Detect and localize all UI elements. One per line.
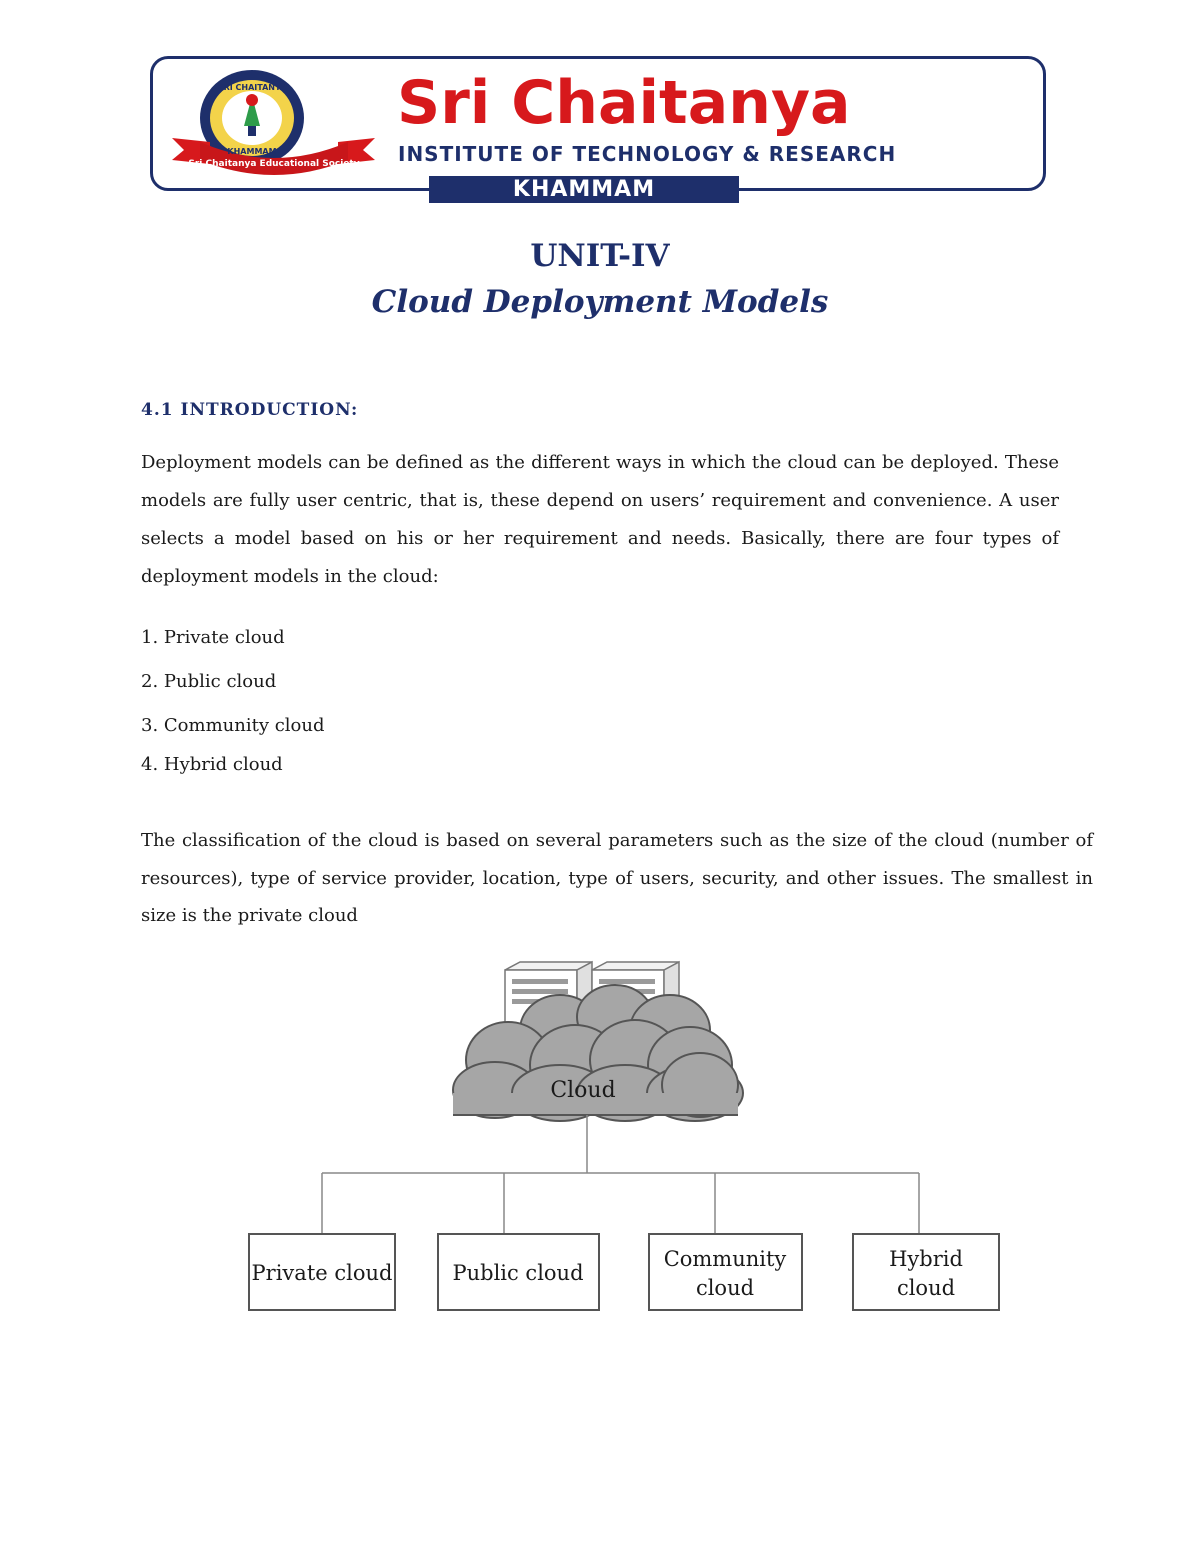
unit-title: UNIT-IV [530,238,670,274]
brand-name: Sri Chaitanya [397,68,851,138]
svg-text:Public cloud: Public cloud [452,1261,584,1285]
diagram-node-community [649,1234,802,1310]
unit-subtitle: Cloud Deployment Models [371,284,829,320]
diagram-node-private [249,1234,395,1310]
svg-text:cloud: cloud [896,1276,956,1300]
list-item: 3. Community cloud [141,715,325,736]
diagram-connectors [322,1115,919,1233]
logo-bottom-text: KHAMMAM [227,147,277,156]
logo-top-text: SRI CHAITANYA [217,83,287,92]
list-item: 2. Public cloud [141,671,277,692]
brand-location: KHAMMAM [429,176,739,203]
intro-paragraph: Deployment models can be defined as the different ways in which the cloud can be deployed. These models are fully user centric, that is, these depend on users’ requirement and convenience. A user selects a model based on his or her requirement and needs. Basically, there are four types of deployment models in the cloud: [141,452,1059,587]
section-heading: 4.1 INTRODUCTION: [141,400,359,420]
logo-ribbon-text: Sri Chaitanya Educational Society [188,159,360,169]
classification-paragraph: The classification of the cloud is based on several parameters such as the size of the cloud (number of resources), type of service provider, location, type of users, security, and other issues. The smallest in size is the private cloud [141,830,1093,926]
cloud-label: Cloud [550,1078,616,1103]
deployment-models-diagram [240,955,1010,1325]
svg-text:Private cloud: Private cloud [251,1261,393,1285]
institution-logo [170,66,380,178]
svg-text:Hybrid: Hybrid [889,1247,963,1271]
list-item: 4. Hybrid cloud [141,754,283,775]
brand-subtitle: INSTITUTE OF TECHNOLOGY & RESEARCH [398,142,897,166]
list-item: 1. Private cloud [141,627,285,648]
diagram-node-public [438,1234,599,1310]
diagram-node-hybrid [853,1234,999,1310]
svg-text:Community: Community [663,1247,787,1271]
svg-text:cloud: cloud [695,1276,755,1300]
